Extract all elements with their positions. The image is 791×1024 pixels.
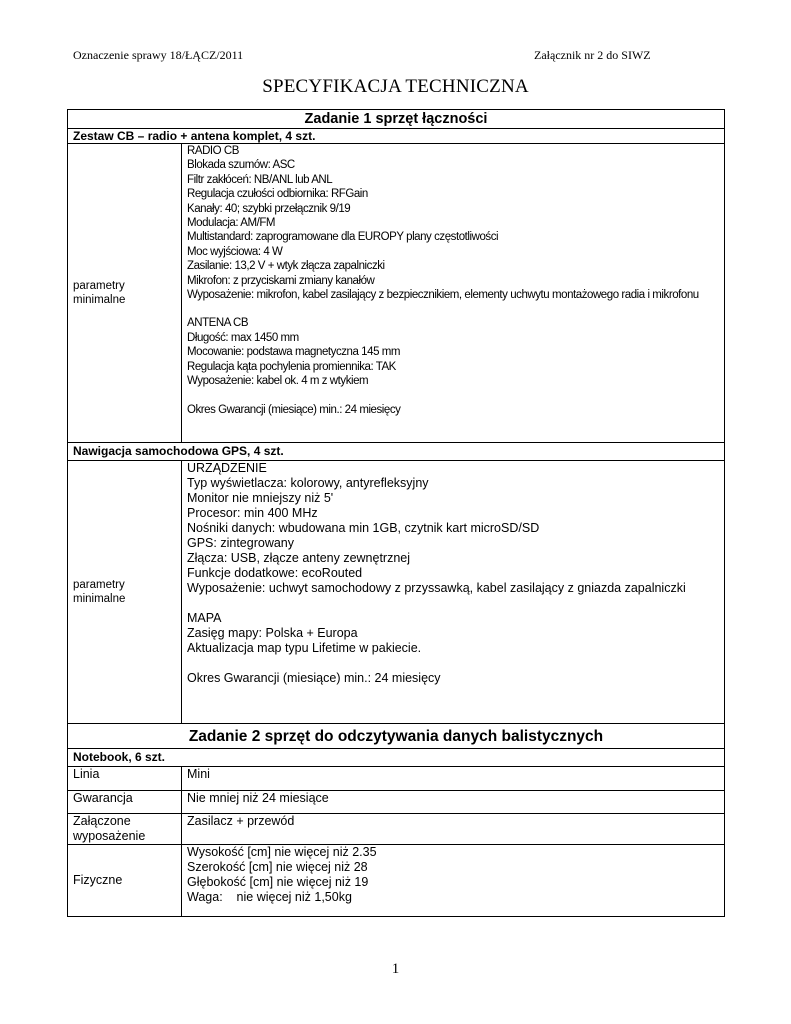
spec-line: Zasilanie: 13,2 V + wtyk złącza zapalniczki [187, 260, 385, 273]
spec-line: Wyposażenie: mikrofon, kabel zasilający z bezpiecznikiem, elementy uchwytu montażowego radia i mikrofonu [187, 289, 699, 302]
notebook-row-fizyczne [68, 845, 725, 917]
row-value: Zasilacz + przewód [182, 814, 725, 845]
task1-title: Zadanie 1 sprzęt łączności [68, 110, 725, 129]
case-reference: Oznaczenie sprawy 18/ŁĄCZ/2011 [73, 48, 244, 62]
spec-line: Wysokość [cm] nie więcej niż 2.35 [187, 845, 377, 859]
spec-line: Funkcje dodatkowe: ecoRouted [187, 566, 363, 580]
notebook-row-gwarancja [68, 791, 725, 814]
spec-line: Długość: max 1450 mm [187, 331, 299, 344]
radio-heading: RADIO CB [187, 145, 239, 157]
task2-title: Zadanie 2 sprzęt do odczytywania danych balistycznych [68, 724, 725, 749]
row-value: Nie mniej niż 24 miesiące [182, 791, 725, 814]
radio-params-row [68, 144, 725, 443]
spec-line: Monitor nie mniejszy niż 5' [187, 491, 334, 505]
label-line: minimalne [73, 294, 126, 306]
label-line: parametry [73, 579, 125, 591]
row-label [68, 814, 182, 845]
label-line: parametry [73, 280, 125, 292]
gps-params-label [68, 461, 182, 724]
row-value: Mini [182, 767, 725, 791]
spec-line: Mocowanie: podstawa magnetyczna 145 mm [187, 346, 401, 359]
map-heading: MAPA [187, 611, 222, 625]
notebook-row-wyposazenie [68, 814, 725, 845]
section-radio-title: Zestaw CB – radio + antena komplet, 4 szt. [68, 129, 725, 144]
row-label: Fizyczne [68, 845, 182, 917]
spec-line: GPS: zintegrowany [187, 536, 294, 550]
spec-line: Wyposażenie: kabel ok. 4 m z wtykiem [187, 375, 369, 388]
attachment-reference: Załącznik nr 2 do SIWZ [534, 48, 651, 62]
spec-line: Multistandard: zaprogramowane dla EUROPY plany częstotliwości [187, 231, 499, 244]
page-title: SPECYFIKACJA TECHNICZNA [262, 76, 529, 97]
spec-line: Blokada szumów: ASC [187, 159, 295, 172]
section-notebook-title: Notebook, 6 szt. [68, 749, 725, 767]
spec-line: Zasięg mapy: Polska + Europa [187, 626, 358, 640]
device-heading: URZĄDZENIE [187, 461, 267, 475]
radio-params-value [182, 144, 725, 443]
antenna-heading: ANTENA CB [187, 317, 249, 330]
radio-params-label [68, 144, 182, 443]
gps-params-value [182, 461, 725, 724]
section-radio-title-row [68, 129, 725, 144]
label-line: minimalne [73, 593, 126, 605]
warranty-line: Okres Gwarancji (miesiące) min.: 24 miesięcy [187, 403, 401, 416]
specification-table [67, 109, 725, 917]
gps-params-row [68, 461, 725, 724]
row-label: Gwarancja [68, 791, 182, 814]
spec-line: Głębokość [cm] nie więcej niż 19 [187, 875, 369, 889]
spec-line: Regulacja kąta pochylenia promiennika: TAK [187, 360, 396, 373]
spec-line: Szerokość [cm] nie więcej niż 28 [187, 860, 368, 874]
section-notebook-title-row [68, 749, 725, 767]
task1-title-row [68, 110, 725, 129]
spec-line: Wyposażenie: uchwyt samochodowy z przyssawką, kabel zasilający z gniazda zapalniczki [187, 581, 686, 595]
spec-line: Moc wyjściowa: 4 W [187, 245, 283, 258]
spec-line: Mikrofon: z przyciskami zmiany kanałów [187, 274, 375, 287]
notebook-row-linia [68, 767, 725, 791]
label-line: Załączone [73, 814, 131, 828]
spec-line: Kanały: 40; szybki przełącznik 9/19 [187, 202, 351, 215]
spec-line: Aktualizacja map typu Lifetime w pakiecie. [187, 641, 422, 655]
section-gps-title: Nawigacja samochodowa GPS, 4 szt. [68, 443, 725, 461]
page-number: 1 [391, 961, 400, 977]
row-label: Linia [68, 767, 182, 791]
spec-line: Modulacja: AM/FM [187, 217, 276, 230]
label-line: wyposażenie [73, 829, 146, 843]
warranty-line: Okres Gwarancji (miesiące) min.: 24 miesięcy [187, 671, 441, 685]
spec-line: Złącza: USB, złącze anteny zewnętrznej [187, 551, 411, 565]
row-value [182, 845, 725, 917]
task2-title-row [68, 724, 725, 749]
section-gps-title-row [68, 443, 725, 461]
spec-line: Procesor: min 400 MHz [187, 506, 318, 520]
spec-line: Regulacja czułości odbiornika: RFGain [187, 188, 368, 201]
spec-line: Typ wyświetlacza: kolorowy, antyrefleksyjny [187, 476, 429, 490]
spec-line: Waga: nie więcej niż 1,50kg [187, 890, 352, 904]
spec-line: Filtr zakłóceń: NB/ANL lub ANL [187, 173, 333, 186]
spec-line: Nośniki danych: wbudowana min 1GB, czytnik kart microSD/SD [187, 521, 540, 535]
